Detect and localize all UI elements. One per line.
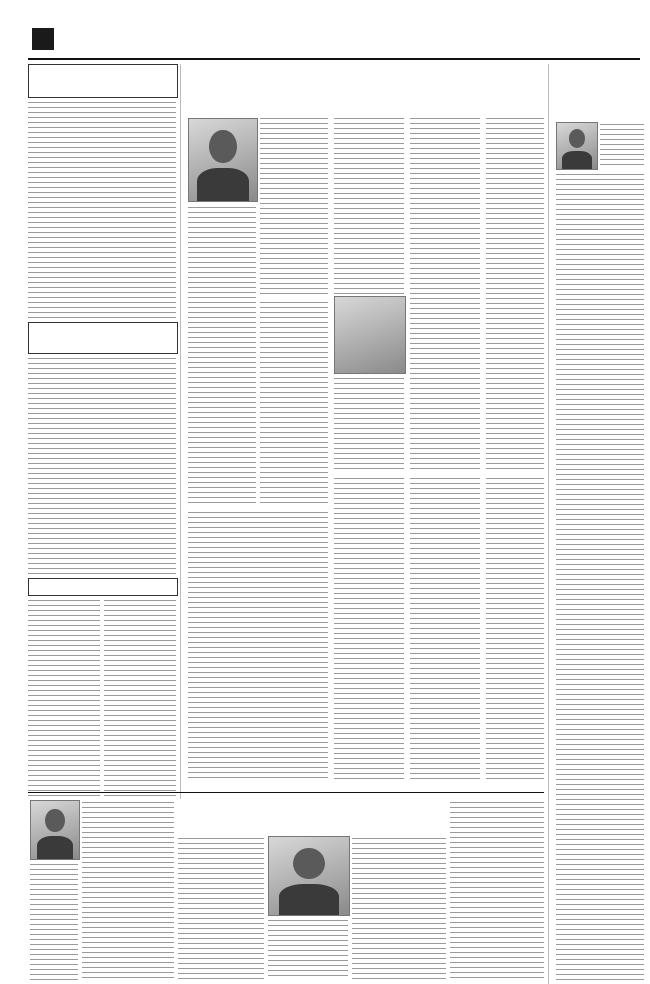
column-body-badru-khan-a	[28, 598, 100, 798]
newspaper-logo	[520, 14, 640, 54]
main-story-col4b	[410, 476, 480, 781]
main-story-col5b	[486, 476, 544, 781]
page-number	[32, 28, 54, 50]
second-story-col3	[352, 836, 446, 980]
main-story-col3b	[334, 476, 404, 781]
main-story-col1	[188, 205, 256, 505]
column-body-agriculture	[28, 100, 176, 318]
side-story-top	[600, 122, 644, 168]
column-box-mega-project	[28, 322, 178, 354]
hasan-shahriar-photo	[268, 836, 350, 916]
column-divider	[180, 64, 181, 799]
column-body-mega-project	[28, 356, 176, 574]
author-photo	[188, 118, 258, 202]
main-story-col3	[334, 116, 404, 471]
masthead-rule	[28, 58, 640, 60]
side-story-body	[556, 172, 644, 980]
second-story-col1	[178, 836, 264, 980]
main-story-col1-top	[260, 116, 328, 296]
illustration-puppet	[334, 296, 406, 374]
second-story-col2	[268, 918, 348, 980]
main-story-col4	[410, 116, 480, 471]
main-story-col-bottom	[188, 510, 328, 781]
masthead	[0, 0, 650, 60]
column-body-badru-khan-b	[104, 598, 176, 798]
second-story-col0b	[30, 862, 78, 980]
second-story-rule	[28, 792, 544, 793]
second-story-col4	[450, 800, 544, 980]
side-divider	[548, 64, 549, 984]
main-story-col2	[260, 300, 328, 505]
column-box-badru-khan	[28, 578, 178, 596]
main-story-col5	[486, 116, 544, 471]
side-author-photo	[556, 122, 598, 170]
column-box-agriculture	[28, 64, 178, 98]
second-story-col0	[82, 800, 174, 980]
second-author-photo	[30, 800, 80, 860]
